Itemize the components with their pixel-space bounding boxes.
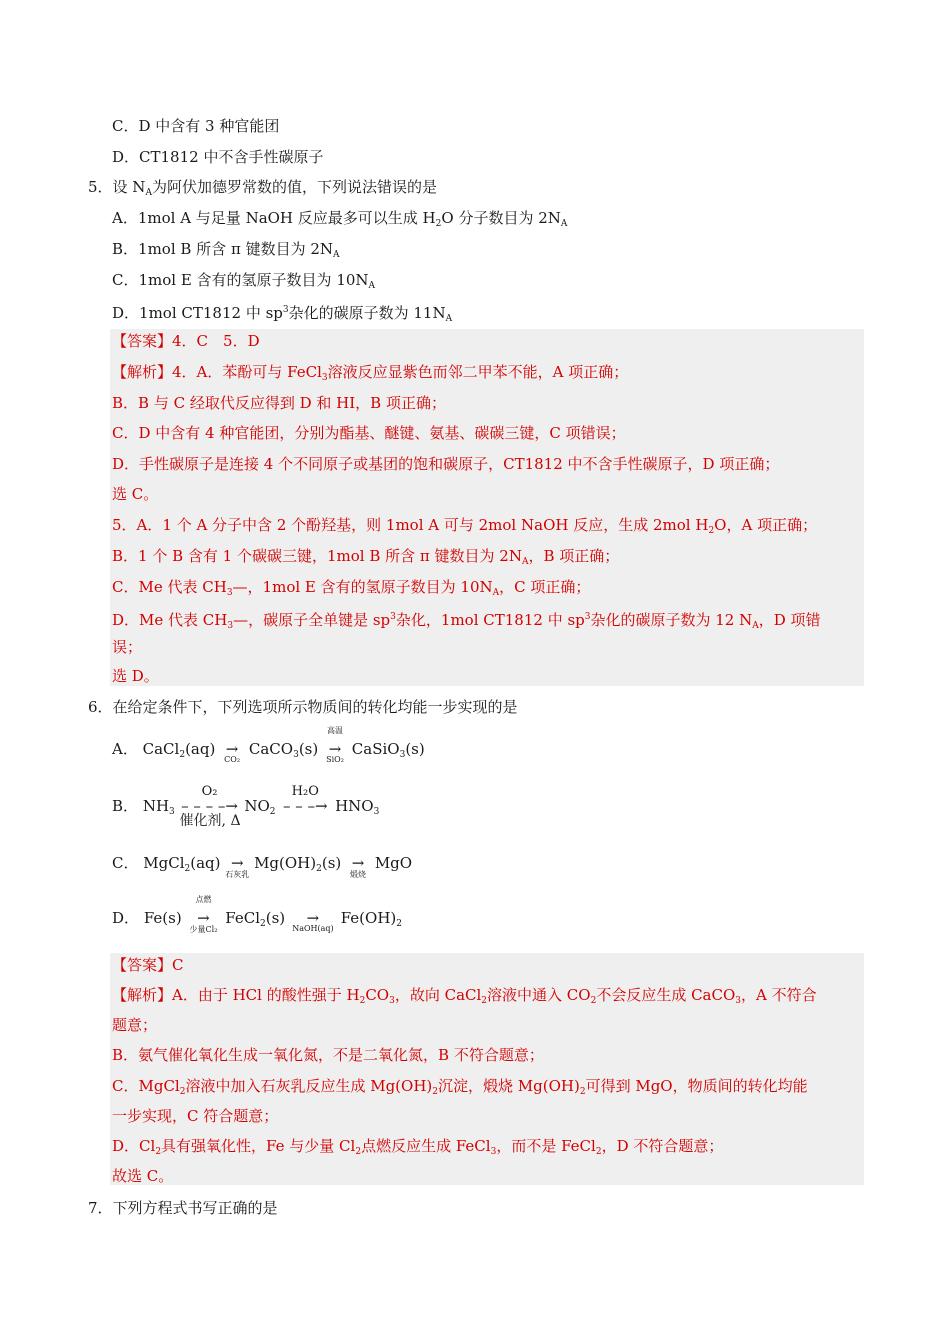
q4-option-c: C．D 中含有 3 种官能团 [112,117,280,135]
analysis-line: D．Me 代表 $CH_3—$，碳原子全单键是 $sp^3$杂化，1mol CT1812 中 $sp^3$杂化的碳原子数为 12 $N_A$，D 项错 [112,611,821,631]
arrow-icon: 高温 → SiO₂ [326,726,344,764]
analysis-line: 一步实现，C 符合题意； [112,1107,279,1125]
analysis-line: 选 D。 [112,667,159,685]
analysis-line: 选 C。 [112,485,159,503]
q6-option-a: A． CaCl$_2$(aq) → CO₂ CaCO$_3$(s) 高温 → SiO₂ CaSiO$_3$(s) [112,726,425,764]
q4-option-d: D．CT1812 中不含手性碳原子 [112,148,324,166]
analysis-line: 故选 C。 [112,1167,174,1185]
q7-stem: 7．下列方程式书写正确的是 [88,1199,278,1217]
arrow-icon: H₂O – – –→ [282,784,328,815]
analysis-line: B．1 个 B 含有 1 个碳碳三键，1mol B 所含 π 键数目为 $2N_A$，B 项正确； [112,547,620,567]
arrow-icon: 点燃 → 少量Cl₂ [189,895,218,934]
analysis-line: 【解析】4．A．苯酚可与 FeCl$_3$溶液反应显紫色而邻二甲苯不能，A 项正确； [112,363,629,383]
arrow-icon: → NaOH(aq) [292,909,334,933]
arrow-icon: O₂ – – – –→ 催化剂, Δ [179,784,241,829]
answer-4-5: 【答案】4．C 5．D [112,332,260,350]
q5-option-b: B．1mol B 所含 π 键数目为 $2N_A$ [112,240,340,260]
q6-option-c: C． MgCl$_2$(aq) → 石灰乳 $Mg(OH)_2(s)$ → 煅烧 MgO [112,854,413,879]
analysis-line: B．B 与 C 经取代反应得到 D 和 HI，B 项正确； [112,394,446,412]
analysis-line: 误； [112,638,143,656]
arrow-icon: → 石灰乳 [225,854,250,879]
analysis-line: 题意； [112,1016,158,1034]
q6-option-b: B． $NH_3$ O₂ – – – –→ 催化剂, Δ $NO_2$ H₂O – – –→ $HNO_3$ [112,784,380,829]
analysis-line: 5．A．1 个 A 分子中含 2 个酚羟基，则 1mol A 可与 2mol NaOH 反应，生成 2mol $H_2O$，A 项正确； [112,516,818,536]
analysis-line: C．MgCl$_2$溶液中加入石灰乳反应生成 $Mg(OH)_2$沉淀，煅烧 $Mg(OH)_2$可得到 MgO，物质间的转化均能 [112,1077,808,1097]
analysis-line: C．D 中含有 4 种官能团，分别为酯基、醚键、氨基、碳碳三键，C 项错误； [112,424,626,442]
analysis-line: D．手性碳原子是连接 4 个不同原子或基团的饱和碳原子，CT1812 中不含手性碳原子，D 项正确； [112,455,780,473]
q6-option-d: D． Fe(s) 点燃 → 少量Cl₂ FeCl$_2$(s) → NaOH(aq) $Fe(OH)_2$ [112,895,402,934]
q5-stem: 5．设 $N_A$为阿伏加德罗常数的值，下列说法错误的是 [88,178,437,198]
analysis-line: C．Me 代表 $CH_3—$，1mol E 含有的氢原子数目为 $10N_A$，C 项正确； [112,578,591,598]
q5-option-a: A．1mol A 与足量 NaOH 反应最多可以生成 $H_2O$ 分子数目为 $2N_A$ [112,209,568,229]
q6-stem: 6．在给定条件下，下列选项所示物质间的转化均能一步实现的是 [88,698,518,716]
analysis-line: B．氨气催化氧化生成一氧化氮，不是二氧化氮，B 不符合题意； [112,1046,544,1064]
analysis-line: 【解析】A．由于 HCl 的酸性强于 $H_2CO_3$，故向 CaCl$_2$溶液中通入 $CO_2$不会反应生成 CaCO$_3$，A 不符合 [112,986,817,1006]
q5-option-d: D．1mol CT1812 中 $sp^3$杂化的碳原子数为 $11N_A$ [112,304,453,324]
analysis-line: D．$Cl_2$具有强氧化性，Fe 与少量 $Cl_2$点燃反应生成 FeCl$_3$，而不是 FeCl$_2$，D 不符合题意； [112,1137,724,1157]
q5-option-c: C．1mol E 含有的氢原子数目为 $10N_A$ [112,271,376,291]
answer-6: 【答案】C [112,956,184,974]
arrow-icon: → CO₂ [224,740,241,764]
arrow-icon: → 煅烧 [350,854,367,879]
